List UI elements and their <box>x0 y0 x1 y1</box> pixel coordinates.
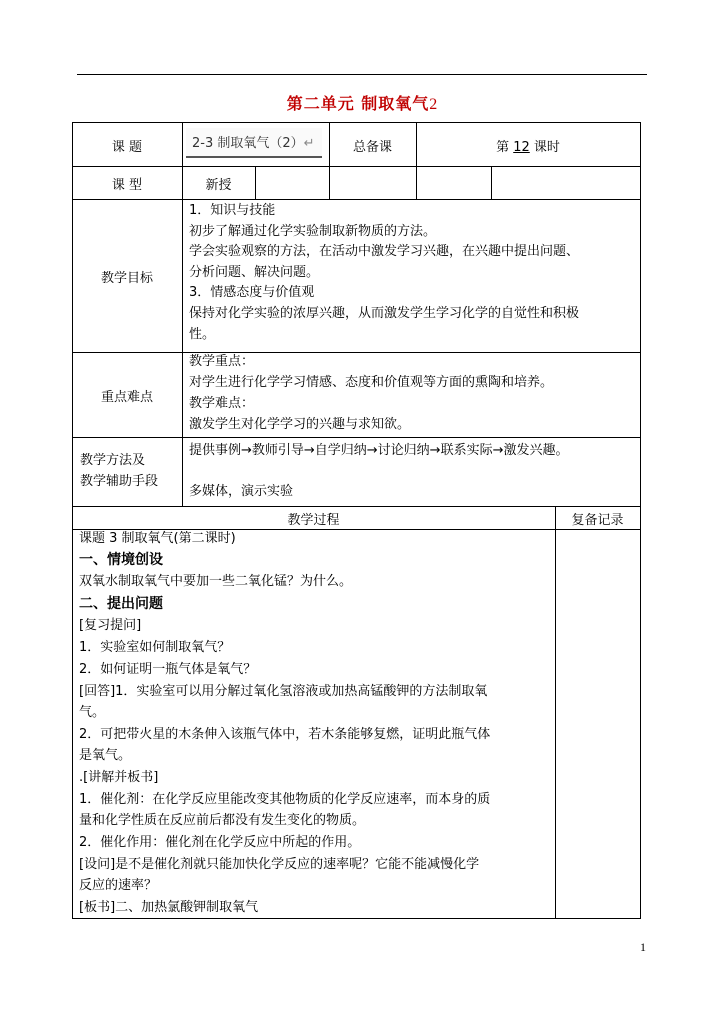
goals-line: 保持对化学实验的浓厚兴趣，从而激发学生学习化学的自觉性和积极 <box>189 306 580 321</box>
process-line: 2．如何证明一瓶气体是氧气？ <box>79 662 257 677</box>
key-points-line: 对学生进行化学学习情感、态度和价值观等方面的熏陶和培养。 <box>189 375 554 390</box>
process-line: [设问]是不是催化剂就只能加快化学反应的速率呢？它能不能减慢化学 <box>79 857 480 872</box>
goals-line: 3．情感态度与价值观 <box>189 285 315 301</box>
top-rule <box>77 74 647 75</box>
goals-line: 初步了解通过化学实验制取新物质的方法。 <box>189 223 437 239</box>
process-line: 气。 <box>79 705 106 720</box>
goals-line: 1．知识与技能 <box>189 203 276 218</box>
process-line: 双氧水制取氧气中要加一些二氧化锰？为什么。 <box>79 574 353 589</box>
process-line: .[讲解并板书] <box>79 770 159 785</box>
process-line: 课题 3 制取氧气(第二课时) <box>79 531 236 546</box>
type-label: 课 型 <box>111 178 143 193</box>
page-title <box>0 91 725 114</box>
title-number: 2 <box>429 96 439 113</box>
process-line: [板书]二、加热氯酸钾制取氧气 <box>79 900 259 915</box>
methods-line1: 提供事例→教师引导→自学归纳→讨论归纳→联系实际→激发兴趣。 <box>189 443 569 458</box>
process-line: 反应的速率？ <box>79 878 158 893</box>
key-points-line: 教学难点： <box>189 396 255 411</box>
course-value-text: 2-3 制取氧气（2） <box>192 136 304 151</box>
methods-label-line2: 教学辅助手段 <box>80 474 159 489</box>
goals-line: 性。 <box>189 326 216 342</box>
process-line: [复习提问] <box>79 618 142 633</box>
key-points-line: 教学重点： <box>189 354 255 369</box>
return-mark-icon: ↵ <box>303 136 315 151</box>
methods-line2: 多媒体，演示实验 <box>189 484 294 499</box>
course-label: 课 题 <box>111 140 143 155</box>
lesson-prefix: 第 <box>496 140 510 155</box>
process-heading: 一、情境创设 <box>79 552 163 568</box>
record-header: 复备记录 <box>571 513 624 528</box>
process-header: 教学过程 <box>287 513 340 528</box>
lesson-number: 12 <box>513 140 530 155</box>
process-line: 1．实验室如何制取氧气？ <box>79 640 231 655</box>
lesson-suffix: 课时 <box>533 140 560 155</box>
lesson-count <box>416 136 640 155</box>
process-line: 2．可把带火星的木条伸入该瓶气体中，若木条能够复燃，证明此瓶气体 <box>79 727 491 742</box>
methods-label-line1: 教学方法及 <box>80 453 146 468</box>
process-line: 2．催化作用：催化剂在化学反应中所起的作用。 <box>79 835 361 850</box>
type-value: 新授 <box>205 178 232 193</box>
process-line: 是氧气。 <box>79 748 132 763</box>
course-value <box>186 128 322 158</box>
process-line: [回答]1．实验室可以用分解过氧化氢溶液或加热高锰酸钾的方法制取氧 <box>79 684 488 699</box>
key-points-line: 激发学生对化学学习的兴趣与求知欲。 <box>189 417 411 432</box>
total-lesson-label: 总备课 <box>352 140 392 155</box>
page-number: 1 <box>640 940 646 954</box>
process-heading: 二、提出问题 <box>79 596 163 612</box>
key-points-label: 重点难点 <box>100 390 153 405</box>
process-line: 1．催化剂：在化学反应里能改变其他物质的化学反应速率，而本身的质 <box>79 792 491 807</box>
title-text: 第二单元 制取氧气 <box>286 94 430 113</box>
process-line: 量和化学性质在反应前后都没有发生变化的物质。 <box>79 813 366 828</box>
goals-label: 教学目标 <box>100 271 153 286</box>
goals-line: 分析问题、解决问题。 <box>189 264 320 280</box>
goals-line: 学会实验观察的方法，在活动中激发学习兴趣，在兴趣中提出问题、 <box>189 244 580 260</box>
